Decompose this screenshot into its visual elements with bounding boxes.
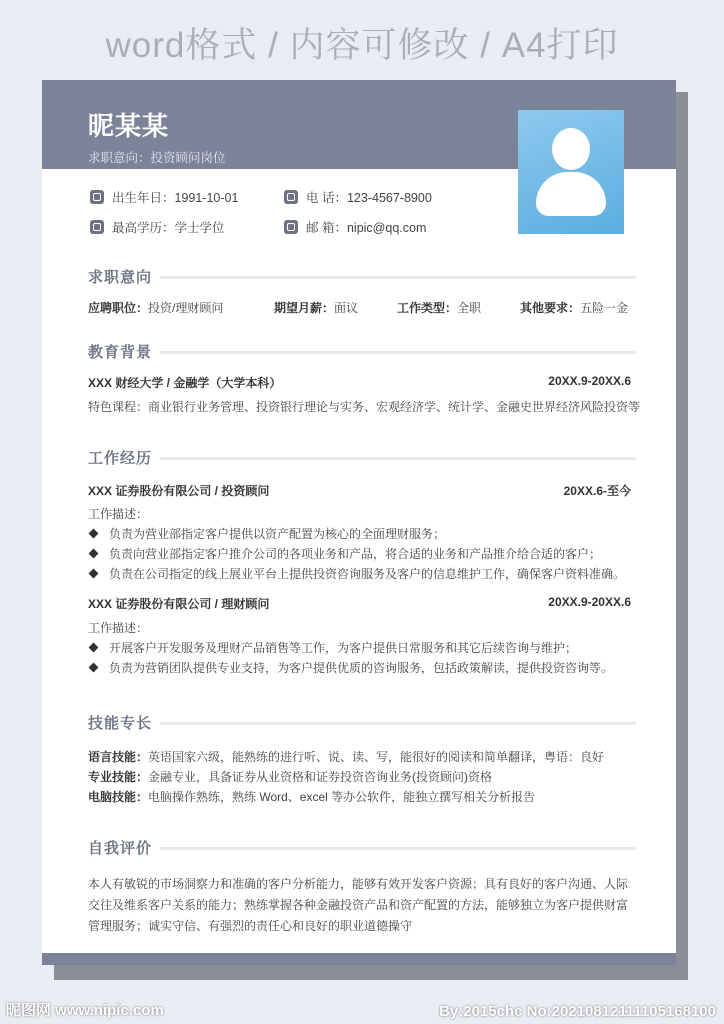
bullet-text: 负责为营业部指定客户提供以资产配置为核心的全面理财服务； bbox=[109, 527, 446, 541]
salary-label: 期望月薪： bbox=[274, 301, 335, 315]
skill-text: 英语国家六级，能熟练的进行听、说、读、写，能很好的阅读和简单翻译，粤语：良好 bbox=[148, 750, 605, 764]
banner-title: word格式 / 内容可修改 / A4打印 bbox=[105, 26, 619, 65]
list-item bbox=[88, 565, 625, 582]
work-item-1-header bbox=[88, 482, 631, 499]
mail-icon bbox=[284, 220, 298, 234]
section-divider bbox=[160, 457, 636, 460]
work-desc-label: 工作描述： bbox=[88, 507, 149, 521]
list-item bbox=[88, 639, 577, 656]
bullet-text: 开展客户开发服务及理财产品销售等工作，为客户提供日常服务和其它后续咨询与维护； bbox=[109, 641, 578, 655]
work-company: XXX 证券股份有限公司 / 理财顾问 bbox=[88, 597, 270, 611]
section-divider bbox=[160, 847, 636, 850]
section-work bbox=[88, 447, 636, 469]
watermark-left: 昵图网 www.nipic.com bbox=[6, 1002, 164, 1019]
section-title: 自我评价 bbox=[88, 837, 160, 858]
skill-label: 电脑技能： bbox=[88, 790, 149, 804]
skill-professional bbox=[88, 768, 631, 785]
work-date: 20XX.9-20XX.6 bbox=[548, 595, 631, 609]
info-degree bbox=[90, 218, 225, 236]
phone-text: 电 话：123-4567-8900 bbox=[306, 191, 432, 205]
resume-page bbox=[42, 80, 676, 965]
email-text: 邮 箱：nipic@qq.com bbox=[306, 221, 427, 235]
diamond-bullet-icon bbox=[89, 549, 99, 559]
other-value: 五险一金 bbox=[580, 301, 629, 315]
diamond-bullet-icon bbox=[89, 569, 99, 579]
info-phone bbox=[284, 188, 432, 206]
avatar-head-icon bbox=[552, 128, 590, 170]
work-company: XXX 证券股份有限公司 / 投资顾问 bbox=[88, 484, 270, 498]
skill-text: 金融专业，具备证券从业资格和证券投资咨询业务(投资顾问)资格 bbox=[148, 770, 493, 784]
section-divider bbox=[160, 276, 636, 279]
diamond-bullet-icon bbox=[89, 663, 99, 673]
bullet-text: 负责向营业部指定客户推介公司的各项业务和产品，将合适的业务和产品推介给合适的客户； bbox=[109, 547, 602, 561]
bullet-text: 负责为营销团队提供专业支持，为客户提供优质的咨询服务，包括政策解读，提供投资咨询等。 bbox=[109, 661, 614, 675]
candidate-name: 昵某某 bbox=[88, 111, 170, 141]
list-item bbox=[88, 545, 601, 562]
type-label: 工作类型： bbox=[397, 301, 458, 315]
job-intent-subtitle: 求职意向：投资顾问岗位 bbox=[88, 151, 226, 165]
skill-label: 专业技能： bbox=[88, 770, 149, 784]
diamond-bullet-icon bbox=[89, 529, 99, 539]
list-item bbox=[88, 525, 445, 542]
education-row bbox=[88, 374, 631, 391]
info-email bbox=[284, 218, 426, 236]
section-education bbox=[88, 341, 636, 363]
list-item bbox=[88, 659, 613, 676]
bullet-text: 负责在公司指定的线上展业平台上提供投资咨询服务及客户的信息维护工作，确保客户资料准确。 bbox=[109, 567, 626, 581]
degree-text: 最高学历：学士学位 bbox=[112, 221, 225, 235]
clock-icon bbox=[90, 190, 104, 204]
section-title: 技能专长 bbox=[88, 712, 160, 733]
education-date: 20XX.9-20XX.6 bbox=[548, 374, 631, 388]
phone-icon bbox=[284, 190, 298, 204]
section-title: 求职意向 bbox=[88, 266, 160, 287]
section-skills bbox=[88, 712, 636, 734]
birth-text: 出生年日：1991-10-01 bbox=[112, 191, 239, 205]
page-bottom-bar bbox=[42, 953, 676, 965]
salary-value: 面议 bbox=[334, 301, 359, 315]
school-name: XXX 财经大学 / 金融学（大学本科） bbox=[88, 376, 282, 390]
work-item-2-header bbox=[88, 595, 631, 612]
skill-label: 语言技能： bbox=[88, 750, 149, 764]
skill-language bbox=[88, 748, 631, 765]
position-value: 投资/理财顾问 bbox=[148, 301, 224, 315]
section-self-eval bbox=[88, 837, 636, 859]
section-job-intent bbox=[88, 266, 636, 288]
skill-text: 电脑操作熟练，熟练 Word、excel 等办公软件，能独立撰写相关分析报告 bbox=[148, 790, 536, 804]
skill-computer bbox=[88, 788, 631, 805]
section-divider bbox=[160, 351, 636, 354]
avatar-photo bbox=[518, 110, 624, 234]
position-label: 应聘职位： bbox=[88, 301, 149, 315]
watermark-right: By:2015chc No:20210812111105168100 bbox=[439, 1003, 716, 1020]
graduation-cap-icon bbox=[90, 220, 104, 234]
info-birth bbox=[90, 188, 238, 206]
section-title: 教育背景 bbox=[88, 341, 160, 362]
self-eval-text: 本人有敏锐的市场洞察力和准确的客户分析能力，能够有效开发客户资源；具有良好的客户沟通、人际交往及维系客户关系的能力；熟练掌握各种金融投资产品和资产配置的方法，能够独立为客户提供财富管理服务；诚实守信、有强烈的责任心和良好的职业道德操守 bbox=[88, 877, 629, 933]
education-courses: 特色课程：商业银行业务管理、投资银行理论与实务、宏观经济学、统计学、金融史世界经济风险投资等 bbox=[88, 400, 641, 414]
work-date: 20XX.6-至今 bbox=[563, 484, 631, 498]
type-value: 全职 bbox=[457, 301, 482, 315]
section-title: 工作经历 bbox=[88, 447, 160, 468]
section-divider bbox=[160, 722, 636, 725]
other-label: 其他要求： bbox=[520, 301, 581, 315]
diamond-bullet-icon bbox=[89, 643, 99, 653]
work-desc-label: 工作描述： bbox=[88, 621, 149, 635]
avatar-body-icon bbox=[536, 172, 606, 216]
